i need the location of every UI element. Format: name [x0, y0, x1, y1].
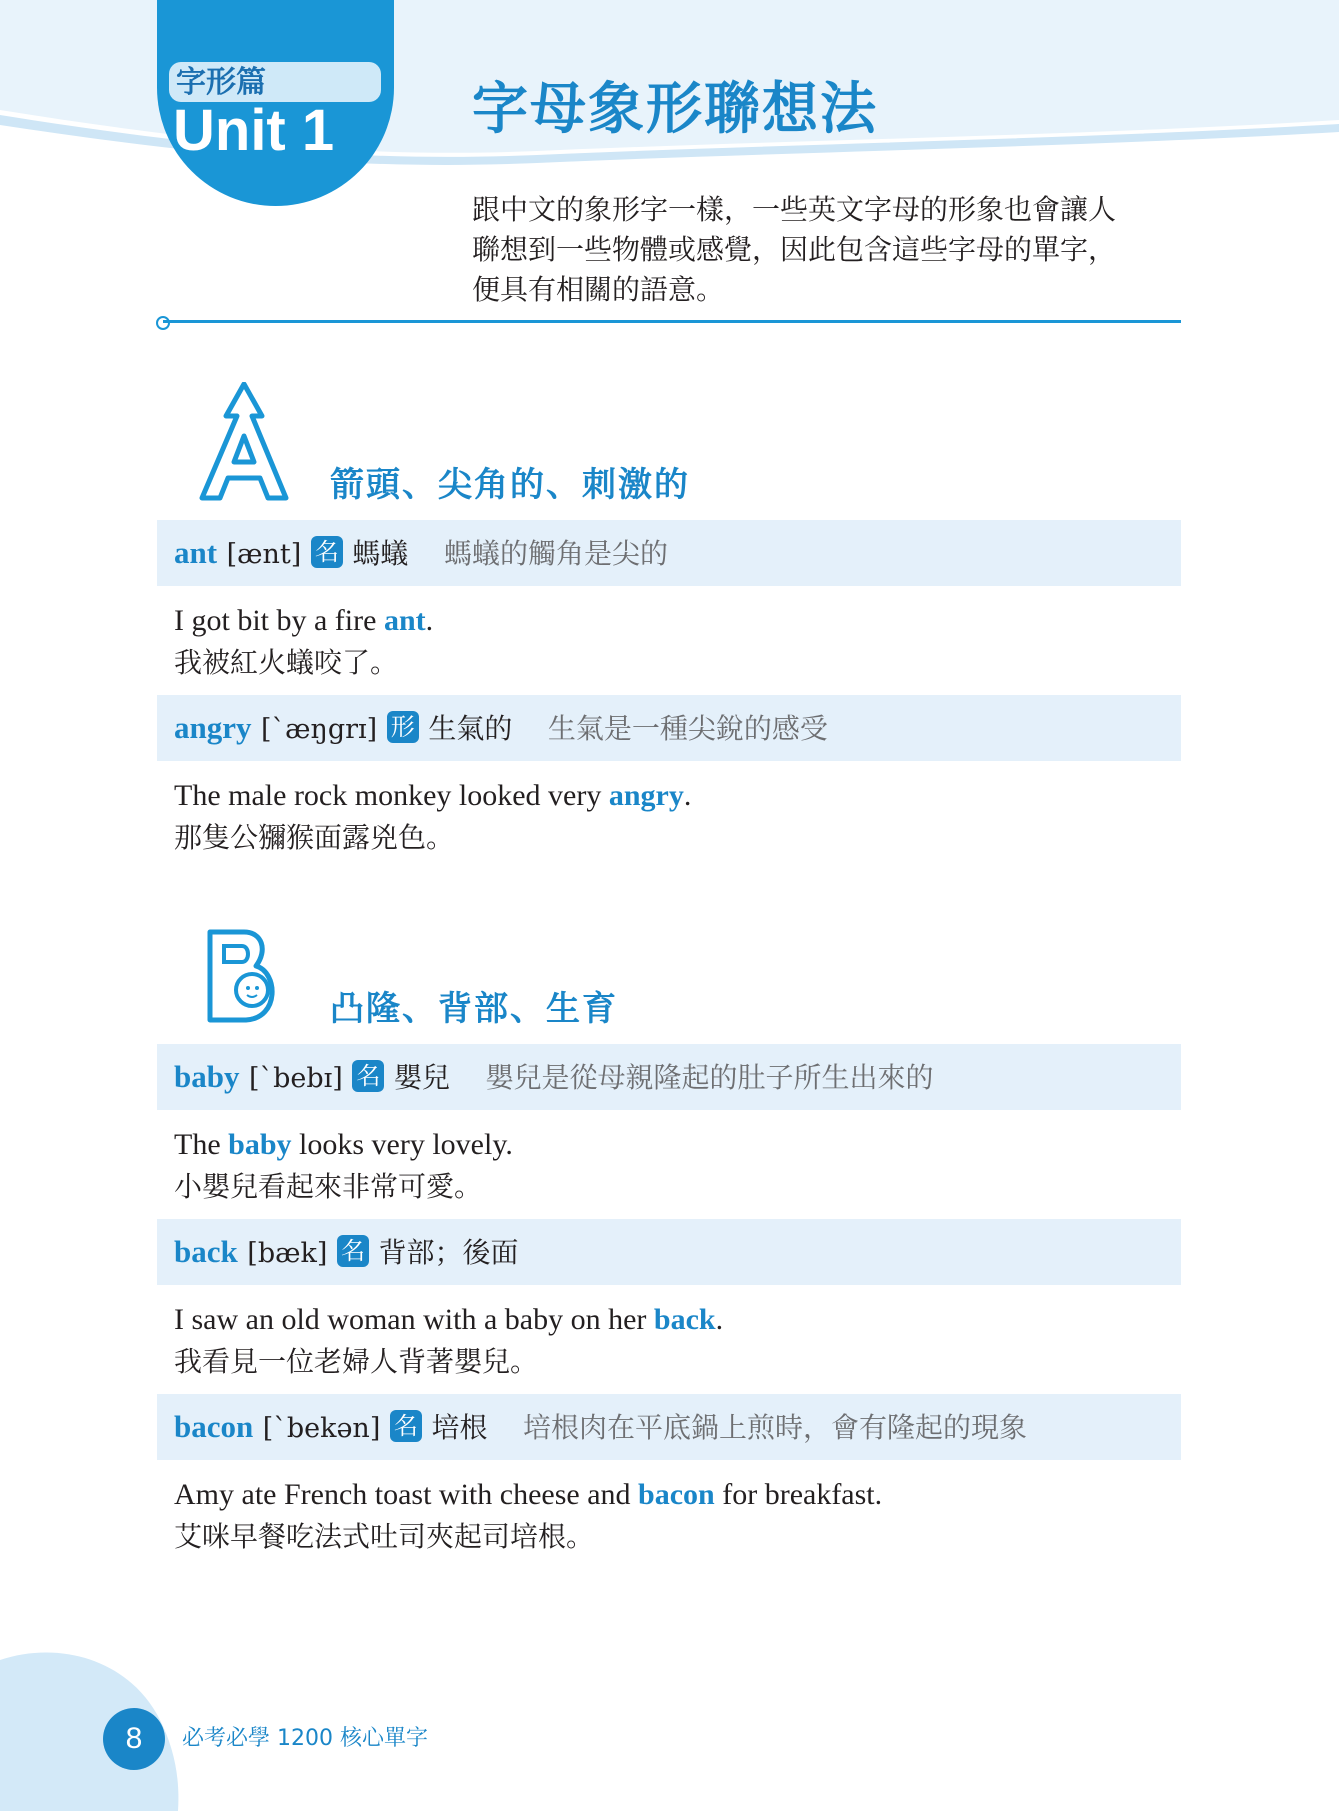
part-of-speech-badge: 名 — [352, 1060, 384, 1092]
headword: angry — [174, 710, 252, 745]
intro-line: 跟中文的象形字一樣，一些英文字母的形象也會讓人 — [472, 193, 1117, 226]
intro-line: 便具有相關的語意。 — [472, 273, 725, 306]
headword: ant — [174, 535, 218, 570]
divider-line — [163, 320, 1181, 323]
intro-line: 聯想到一些物體或感覺，因此包含這些字母的單字， — [472, 233, 1117, 266]
headword: back — [174, 1234, 238, 1269]
page-number: 8 — [103, 1708, 165, 1770]
meaning: 螞蟻 — [352, 537, 409, 570]
meaning: 生氣的 — [428, 712, 513, 745]
part-of-speech-badge: 名 — [390, 1410, 422, 1442]
example-highlight: ant — [383, 604, 426, 637]
phonetic: [ænt] — [226, 539, 302, 570]
headword: bacon — [174, 1409, 254, 1444]
example-english: The male rock monkey looked very angry. — [174, 779, 692, 812]
part-of-speech-badge: 名 — [337, 1235, 369, 1267]
group-heading-b: 凸隆、背部、生育 — [330, 989, 618, 1029]
mnemonic-note: 螞蟻的觸角是尖的 — [443, 537, 668, 570]
word-bar — [157, 695, 1181, 761]
word-bar — [157, 1044, 1181, 1110]
example — [174, 1299, 1164, 1383]
example-english: I got bit by a fire ant. — [174, 604, 434, 637]
example — [174, 1474, 1164, 1558]
divider-dot — [156, 316, 170, 330]
example-highlight: bacon — [638, 1478, 715, 1511]
example — [174, 775, 1164, 859]
mnemonic-note: 嬰兒是從母親隆起的肚子所生出來的 — [485, 1061, 934, 1094]
example-chinese: 我被紅火蟻咬了。 — [174, 646, 399, 679]
phonetic: [bæk] — [247, 1238, 328, 1269]
part-of-speech-badge: 名 — [311, 536, 343, 568]
example-english: I saw an old woman with a baby on her back. — [174, 1303, 724, 1336]
mnemonic-note: 培根肉在平底鍋上煎時，會有隆起的現象 — [523, 1411, 1028, 1444]
example — [174, 1124, 1164, 1208]
mnemonic-note: 生氣是一種尖銳的感受 — [547, 712, 828, 745]
phonetic: [`bekən] — [262, 1413, 381, 1444]
example-highlight: angry — [608, 779, 684, 812]
part-of-speech-badge: 形 — [387, 711, 419, 743]
letter-b-baby-icon — [204, 928, 288, 1024]
intro-paragraph — [472, 190, 1192, 310]
word-bar — [157, 520, 1181, 586]
meaning: 培根 — [431, 1411, 488, 1444]
letter-a-arrow-icon — [196, 382, 292, 504]
word-bar — [157, 1394, 1181, 1460]
word-bar — [157, 1219, 1181, 1285]
example — [174, 600, 1164, 684]
example-highlight: baby — [228, 1128, 292, 1161]
meaning: 背部；後面 — [378, 1236, 519, 1269]
book-title: 必考必學 1200 核心單字 — [182, 1726, 428, 1751]
group-heading-a: 箭頭、尖角的、刺激的 — [330, 465, 690, 505]
phonetic: [`æŋgrɪ] — [261, 714, 378, 745]
example-chinese: 艾咪早餐吃法式吐司夾起司培根。 — [174, 1520, 595, 1553]
headword: baby — [174, 1059, 240, 1094]
example-english: The baby looks very lovely. — [174, 1128, 513, 1161]
example-chinese: 我看見一位老婦人背著嬰兒。 — [174, 1345, 539, 1378]
section-label: 字形篇 — [176, 65, 266, 100]
page-title: 字母象形聯想法 — [472, 77, 878, 142]
example-english: Amy ate French toast with cheese and bacon for breakfast. — [174, 1478, 883, 1511]
example-highlight: back — [653, 1303, 716, 1336]
meaning: 嬰兒 — [393, 1061, 450, 1094]
example-chinese: 小嬰兒看起來非常可愛。 — [174, 1170, 483, 1203]
example-chinese: 那隻公獼猴面露兇色。 — [174, 821, 455, 854]
phonetic: [`bebɪ] — [249, 1063, 343, 1094]
unit-number: Unit 1 — [173, 98, 335, 163]
